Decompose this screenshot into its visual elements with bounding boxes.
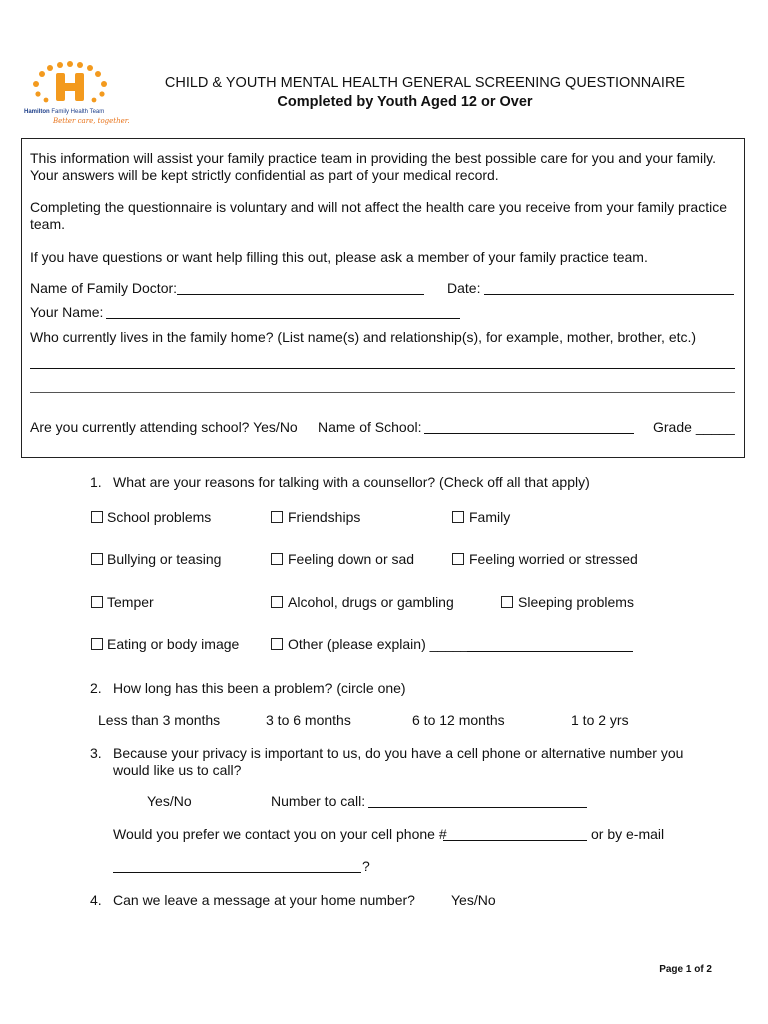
q4-number: 4. [90,892,102,908]
other-explain-field[interactable]: _____ [429,636,469,652]
family-home-label: Who currently lives in the family home? (List name(s) and relationship(s), for example, mother, brother, etc.) [30,329,697,345]
option-label: Bullying or teasing [107,551,222,567]
form-subtitle: Completed by Youth Aged 12 or Over [277,94,533,110]
family-home-field-line-2[interactable] [30,392,735,393]
option-label: Family [469,509,511,525]
checkbox-school-problems[interactable] [91,511,103,523]
your-name-label: Your Name: [30,304,104,320]
q2-number: 2. [90,680,102,696]
q4-yes-no[interactable]: Yes/No [451,892,496,908]
cell-phone-field[interactable] [443,840,587,841]
option-label: Feeling down or sad [288,551,415,567]
school-name-label: Name of School: [318,419,422,435]
form-title: CHILD & YOUTH MENTAL HEALTH GENERAL SCREENING QUESTIONNAIRE [164,75,686,91]
option-label: Other (please explain) _____ [288,636,469,652]
family-home-field-line-1[interactable] [30,368,735,369]
date-label: Date: [447,280,481,296]
other-explain-line[interactable] [467,651,633,652]
checkbox-temper[interactable] [91,596,103,608]
info-box [21,138,745,458]
q3-number: 3. [90,745,102,761]
duration-option[interactable]: 3 to 6 months [266,712,351,728]
school-name-field[interactable] [424,433,634,434]
checkbox-family[interactable] [452,511,464,523]
intro-paragraph-1: This information will assist your family practice team in providing the best possible care for you and your family. Your answers will be kept strictly confidential as part of your medical record. [30,150,717,183]
number-to-call-label: Number to call: [271,793,366,809]
checkbox-friendships[interactable] [271,511,283,523]
q3-text-line-2: would like us to call? [113,762,242,778]
grade-label: Grade _____ [653,419,735,435]
checkbox-worried-stressed[interactable] [452,553,464,565]
doctor-name-field[interactable] [177,294,424,295]
school-question: Are you currently attending school? Yes/No [30,419,298,435]
intro-paragraph-2: Completing the questionnaire is voluntary and will not affect the health care you receive from your family practice team. [30,199,727,232]
option-label: Temper [107,594,154,610]
option-label: School problems [107,509,212,525]
or-email-label: or by e-mail [591,826,665,842]
your-name-field[interactable] [106,318,460,319]
duration-option[interactable]: Less than 3 months [98,712,221,728]
q3-yes-no[interactable]: Yes/No [147,793,192,809]
checkbox-eating-body-image[interactable] [91,638,103,650]
q3-text-line-1: Because your privacy is important to us, do you have a cell phone or alternative number you [113,745,684,761]
duration-option[interactable]: 6 to 12 months [412,712,505,728]
option-label: Eating or body image [107,636,240,652]
q1-text: What are your reasons for talking with a counsellor? (Check off all that apply) [113,474,590,490]
grade-field[interactable]: _____ [695,419,735,435]
option-label: Feeling worried or stressed [469,551,638,567]
doctor-name-label: Name of Family Doctor: [30,280,178,296]
date-field[interactable] [484,294,734,295]
page-number: Page 1 of 2 [659,964,712,975]
logo-org-name: Hamilton Family Health Team [24,109,105,115]
checkbox-other[interactable] [271,638,283,650]
checkbox-sleeping-problems[interactable] [501,596,513,608]
duration-option[interactable]: 1 to 2 yrs [571,712,629,728]
q1-number: 1. [90,474,102,490]
option-label: Friendships [288,509,361,525]
number-to-call-field[interactable] [368,807,587,808]
option-label: Sleeping problems [518,594,634,610]
intro-paragraph-3: If you have questions or want help filling this out, please ask a member of your family practice team. [30,249,648,265]
q2-text: How long has this been a problem? (circle one) [113,680,406,696]
checkbox-feeling-down[interactable] [271,553,283,565]
prefer-contact-label: Would you prefer we contact you on your cell phone # [113,826,447,842]
q4-text: Can we leave a message at your home number? [113,892,415,908]
email-field[interactable] [113,872,361,873]
logo-tagline: Better care, together. [53,117,130,125]
email-question-mark: ? [362,858,370,874]
option-label: Alcohol, drugs or gambling [288,594,454,610]
checkbox-bullying-teasing[interactable] [91,553,103,565]
checkbox-alcohol-drugs-gambling[interactable] [271,596,283,608]
